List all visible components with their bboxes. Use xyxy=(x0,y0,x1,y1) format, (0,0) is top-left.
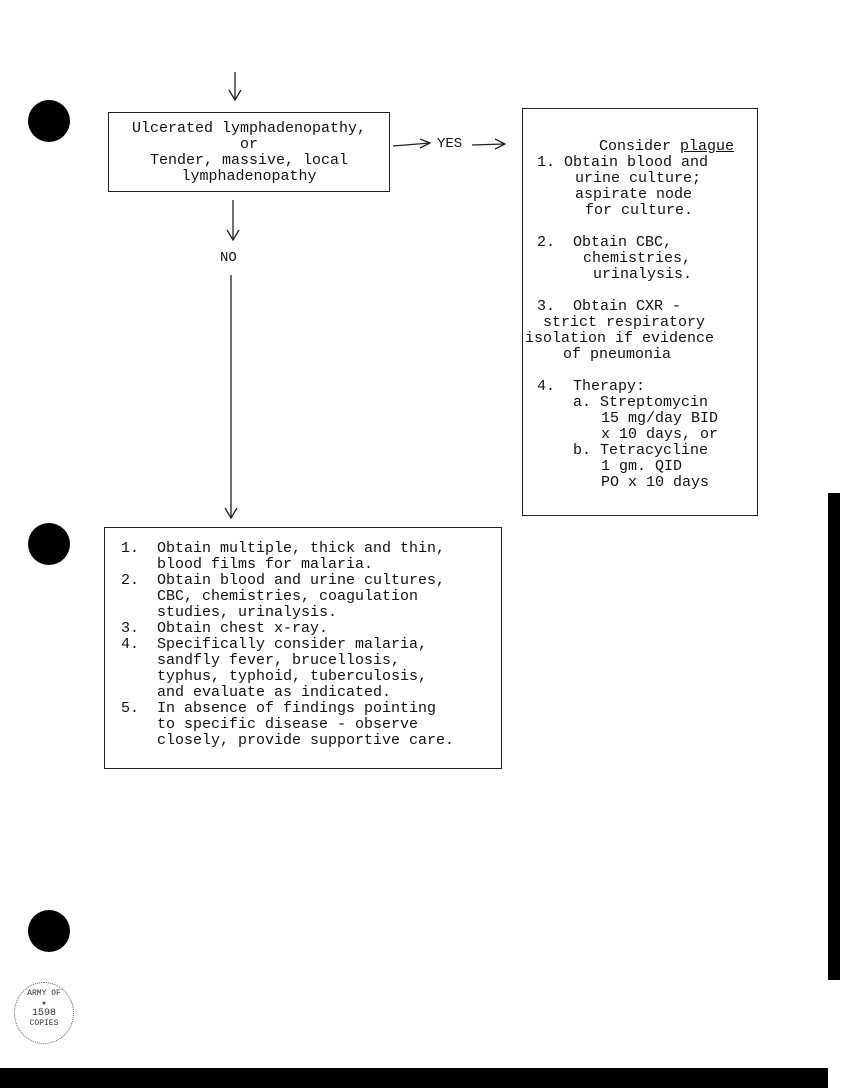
general-line: 2. Obtain blood and urine cultures, xyxy=(121,572,446,589)
seal-bottom-text: COPIES xyxy=(29,1019,59,1028)
plague-line: 1 gm. QID xyxy=(601,458,683,475)
plague-line: 2. Obtain CBC, xyxy=(537,234,673,251)
general-line: 4. Specifically consider malaria, xyxy=(121,636,428,653)
general-line: to specific disease - observe xyxy=(121,716,419,733)
decision-line: lymphadenopathy xyxy=(181,168,317,185)
seal-top-text: ARMY OF xyxy=(27,989,61,998)
plague-line: 15 mg/day BID xyxy=(601,410,719,427)
plague-line: 4. Therapy: xyxy=(537,378,646,395)
yes-label: YES xyxy=(437,136,463,152)
decision-box xyxy=(108,112,390,192)
plague-line: 3. Obtain CXR - xyxy=(537,298,682,315)
general-line: blood films for malaria. xyxy=(121,556,374,573)
plague-line: strict respiratory xyxy=(543,314,706,331)
plague-line: aspirate node xyxy=(575,186,693,203)
general-line: closely, provide supportive care. xyxy=(121,732,455,749)
no-label: NO xyxy=(220,250,237,266)
plague-line: x 10 days, or xyxy=(601,426,719,443)
plague-line: for culture. xyxy=(585,202,694,219)
general-line: 5. In absence of findings pointing xyxy=(121,700,437,717)
plague-title-underlined: plague xyxy=(680,138,735,155)
plague-line: chemistries, xyxy=(583,250,692,267)
plague-line: a. Streptomycin xyxy=(573,394,709,411)
general-line: studies, urinalysis. xyxy=(121,604,338,621)
general-line: typhus, typhoid, tuberculosis, xyxy=(121,668,428,685)
scan-edge-bar-right xyxy=(828,493,840,980)
seal-star-icon: ★ xyxy=(41,999,47,1008)
general-line: 1. Obtain multiple, thick and thin, xyxy=(121,540,446,557)
plague-title-prefix: Consider xyxy=(599,138,681,155)
plague-line: b. Tetracycline xyxy=(573,442,709,459)
seal-year: 1598 xyxy=(31,1008,56,1019)
copies-seal-stamp xyxy=(14,982,74,1044)
plague-line: isolation if evidence xyxy=(525,330,715,347)
plague-line: PO x 10 days xyxy=(601,474,710,491)
scan-edge-bar-bottom xyxy=(0,1068,828,1088)
general-line: sandfly fever, brucellosis, xyxy=(121,652,401,669)
plague-line: urine culture; xyxy=(575,170,702,187)
decision-line: or xyxy=(239,136,258,153)
general-line: 3. Obtain chest x-ray. xyxy=(121,620,329,637)
decision-line: Ulcerated lymphadenopathy, xyxy=(131,120,367,137)
decision-line: Tender, massive, local xyxy=(149,152,349,169)
general-workup-box xyxy=(104,527,502,769)
general-line: and evaluate as indicated. xyxy=(121,684,392,701)
plague-line: urinalysis. xyxy=(593,266,693,283)
general-line: CBC, chemistries, coagulation xyxy=(121,588,419,605)
plague-box xyxy=(522,108,758,516)
plague-line: 1. Obtain blood and xyxy=(537,154,709,171)
plague-line: of pneumonia xyxy=(563,346,672,363)
arrow-yes-right xyxy=(472,144,504,145)
